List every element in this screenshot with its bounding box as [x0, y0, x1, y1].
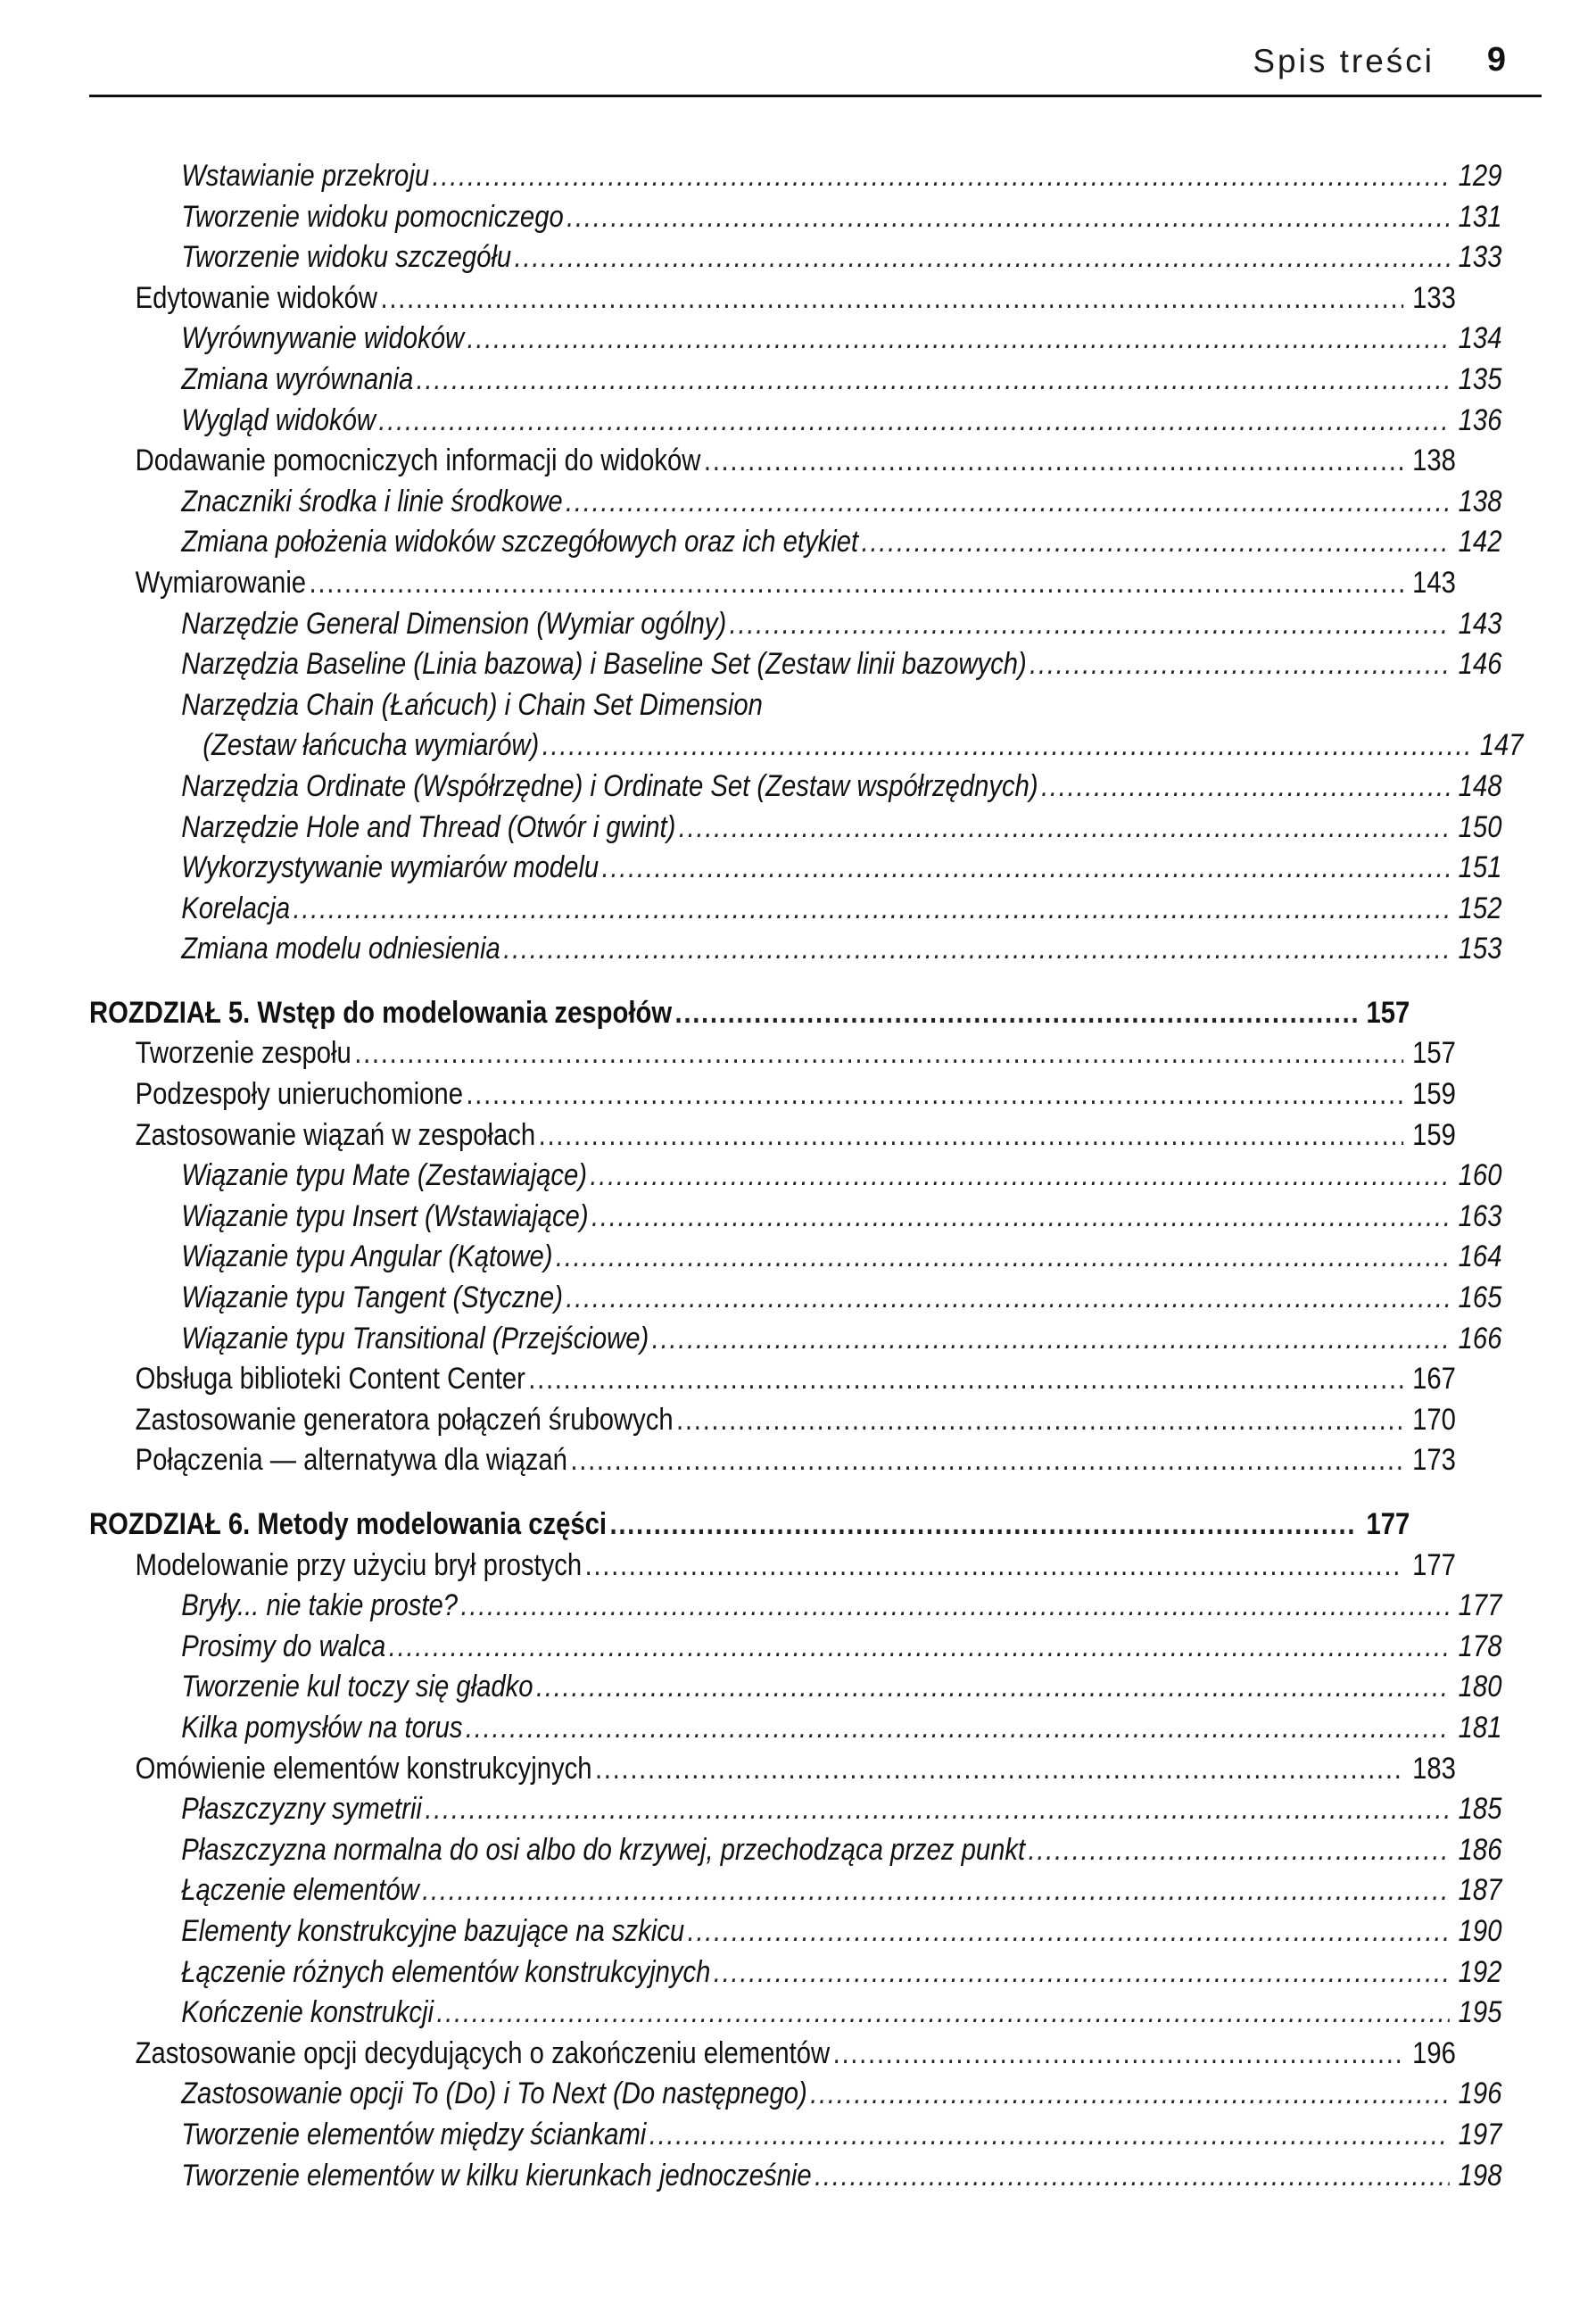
- toc-entry-page: 177: [1412, 1547, 1456, 1582]
- toc-entry-title: Wstawianie przekroju: [181, 159, 430, 193]
- toc-entry-title: Łączenie różnych elementów konstrukcyjnych: [181, 1954, 711, 1989]
- toc-entry: [89, 281, 1456, 322]
- toc-entry-title: Narzędzia Chain (Łańcuch) i Chain Set Dimension: [181, 687, 763, 722]
- toc-entry-page: 148: [1458, 768, 1502, 803]
- toc-entry: [89, 1322, 1501, 1363]
- toc-entry: [89, 1711, 1501, 1752]
- toc-entry-title: Narzędzia Baseline (Linia bazowa) i Baseline Set (Zestaw linii bazowych): [181, 647, 1027, 682]
- dot-leader: [436, 1995, 1450, 2030]
- toc-entry: [89, 1670, 1501, 1711]
- dot-leader: [590, 1158, 1450, 1193]
- toc-entry: [89, 1281, 1501, 1322]
- toc-entry-title: Wiązanie typu Tangent (Styczne): [181, 1281, 563, 1315]
- toc-entry: [89, 1548, 1456, 1589]
- toc-entry-title: Edytowanie widoków: [135, 280, 378, 315]
- toc-entry-title: Wygląd widoków: [181, 402, 376, 437]
- toc-entry: [89, 2118, 1501, 2159]
- toc-entry: [89, 403, 1501, 444]
- toc-entry: [89, 2159, 1501, 2200]
- toc-entry-page: 133: [1458, 240, 1502, 275]
- dot-leader: [566, 200, 1450, 235]
- toc-entry-page: 192: [1458, 1954, 1502, 1989]
- toc-entry-page: 163: [1458, 1198, 1502, 1233]
- dot-leader: [310, 566, 1404, 601]
- dot-leader: [515, 240, 1450, 275]
- dot-leader: [536, 1670, 1450, 1704]
- toc-entry-page: 133: [1412, 280, 1456, 315]
- toc-entry: [89, 932, 1501, 973]
- toc-entry-page: 164: [1458, 1239, 1502, 1274]
- section-spacer: [89, 973, 1410, 996]
- toc-entry-page: 157: [1366, 995, 1410, 1030]
- toc-entry-title: Wyrównywanie widoków: [181, 321, 465, 356]
- toc-entry-title: Tworzenie widoku pomocniczego: [181, 199, 564, 234]
- toc-chapter-entry: [89, 996, 1410, 1037]
- toc-entry-page: 177: [1366, 1507, 1410, 1541]
- toc-entry: [89, 688, 1501, 729]
- toc-entry-page: 181: [1458, 1710, 1502, 1745]
- toc-entry: [89, 2036, 1456, 2077]
- dot-leader: [570, 1443, 1403, 1478]
- toc-chapter-entry: [89, 1507, 1410, 1548]
- toc-entry-title: ROZDZIAŁ 6. Metody modelowania części: [89, 1507, 608, 1541]
- toc-entry: [89, 1077, 1456, 1118]
- dot-leader: [566, 1281, 1450, 1315]
- toc-entry-page: 138: [1412, 443, 1456, 478]
- toc-entry-title: Modelowanie przy użyciu brył prostych: [135, 1547, 583, 1582]
- toc-entry-page: 185: [1458, 1792, 1502, 1827]
- toc-entry-page: 177: [1458, 1588, 1502, 1623]
- toc-entry: [89, 891, 1501, 933]
- toc-entry: [89, 1158, 1501, 1199]
- toc-entry-title: Płaszczyzny symetrii: [181, 1792, 422, 1827]
- toc-entry: [89, 1403, 1456, 1444]
- toc-entry: [89, 1792, 1501, 1833]
- toc-entry-title: Podzespoły unieruchomione: [135, 1077, 463, 1112]
- dot-leader: [591, 1199, 1450, 1234]
- toc-entry-title: Tworzenie widoku szczegółu: [181, 240, 512, 275]
- toc-entry-title: Elementy konstrukcyjne bazujące na szkicu: [181, 1913, 685, 1948]
- toc-entry-title: Wiązanie typu Angular (Kątowe): [181, 1239, 553, 1274]
- toc-entry: [89, 1443, 1456, 1484]
- dot-leader: [503, 932, 1450, 966]
- toc-entry-title: Połączenia — alternatywa dla wiązań: [135, 1443, 567, 1478]
- toc-entry-title: Wiązanie typu Transitional (Przejściowe): [181, 1321, 649, 1355]
- toc-entry: [89, 443, 1456, 485]
- toc-entry-page: 196: [1458, 2076, 1502, 2111]
- toc-entry-title: Płaszczyzna normalna do osi albo do krzywej, przechodząca przez punkt: [181, 1832, 1026, 1867]
- toc-entry-page: 187: [1458, 1873, 1502, 1908]
- toc-entry: [89, 1036, 1456, 1077]
- toc-entry: [89, 769, 1501, 810]
- dot-leader: [714, 1955, 1450, 1990]
- toc-entry-title: Łączenie elementów: [181, 1873, 419, 1908]
- toc-entry-page: 186: [1458, 1832, 1502, 1867]
- dot-leader: [862, 525, 1450, 560]
- dot-leader: [585, 1548, 1404, 1583]
- dot-leader: [810, 2076, 1450, 2111]
- toc-entry-page: 165: [1458, 1281, 1502, 1315]
- toc-entry-page: 152: [1458, 891, 1502, 925]
- toc-entry-page: 147: [1479, 728, 1524, 763]
- toc-entry-page: 153: [1458, 932, 1502, 966]
- toc-entry-page: 135: [1458, 361, 1502, 396]
- dot-leader: [354, 1036, 1403, 1071]
- dot-leader: [556, 1239, 1450, 1274]
- toc-entry: [89, 1629, 1501, 1670]
- dot-leader: [466, 1077, 1403, 1112]
- toc-entry-page: 157: [1412, 1036, 1456, 1071]
- toc-entry-page: 134: [1458, 321, 1502, 356]
- toc-entry-page: 146: [1458, 647, 1502, 682]
- toc-entry-title: Narzędzie General Dimension (Wymiar ogólny): [181, 606, 727, 641]
- toc-entry-title: Tworzenie kul toczy się gładko: [181, 1670, 533, 1704]
- toc-entry-title: Zastosowanie opcji decydujących o zakończeniu elementów: [135, 2035, 831, 2070]
- toc-entry-title: Narzędzia Ordinate (Współrzędne) i Ordinate Set (Zestaw współrzędnych): [181, 768, 1038, 803]
- toc-entry: [89, 485, 1501, 526]
- toc-entry-page: 167: [1412, 1362, 1456, 1397]
- toc-entry-page: 197: [1458, 2117, 1502, 2151]
- toc-entry-title: Zastosowanie wiązań w zespołach: [135, 1117, 536, 1152]
- dot-leader: [1041, 769, 1450, 804]
- toc-entry: [89, 728, 1524, 769]
- toc-entry-title: Kilka pomysłów na torus: [181, 1710, 463, 1745]
- dot-leader: [688, 1914, 1450, 1949]
- toc-entry: [89, 200, 1501, 241]
- dot-leader: [595, 1752, 1403, 1786]
- dot-leader: [566, 485, 1450, 519]
- toc-entry: [89, 850, 1501, 891]
- toc-entry-page: 160: [1458, 1158, 1502, 1193]
- toc-entry-title: Wiązanie typu Insert (Wstawiające): [181, 1198, 589, 1233]
- toc-entry-title: Tworzenie zespołu: [135, 1036, 351, 1071]
- toc-entry: [89, 159, 1501, 200]
- toc-entry: [89, 1239, 1501, 1281]
- toc-entry: [89, 240, 1501, 281]
- toc-entry-page: 143: [1412, 565, 1456, 600]
- toc-entry-title: Zmiana modelu odniesienia: [181, 932, 500, 966]
- toc-entry-title: Zmiana położenia widoków szczegółowych oraz ich etykiet: [181, 525, 859, 560]
- toc-entry-title: Omówienie elementów konstrukcyjnych: [135, 1751, 592, 1786]
- toc-entry-page: 196: [1412, 2035, 1456, 2070]
- dot-leader: [378, 403, 1450, 438]
- section-spacer: [89, 1484, 1410, 1507]
- dot-leader: [652, 1322, 1450, 1356]
- page-number: 9: [1486, 41, 1506, 79]
- toc-entry: [89, 1118, 1456, 1159]
- toc-entry: [89, 566, 1456, 607]
- toc-entry: [89, 362, 1501, 403]
- toc-entry-page: 183: [1412, 1751, 1456, 1786]
- toc-entry: [89, 1873, 1501, 1914]
- dot-leader: [389, 1629, 1450, 1664]
- dot-leader: [461, 1588, 1450, 1623]
- toc-entry: [89, 2076, 1501, 2118]
- toc-entry: [89, 525, 1501, 566]
- dot-leader: [380, 281, 1403, 316]
- dot-leader: [425, 1792, 1450, 1827]
- toc-entry: [89, 1752, 1456, 1793]
- dot-leader: [833, 2036, 1404, 2071]
- toc-entry-title: Dodawanie pomocniczych informacji do widoków: [135, 443, 701, 478]
- table-of-contents: [89, 159, 1524, 2199]
- dot-leader: [466, 1711, 1450, 1745]
- toc-entry-page: 173: [1412, 1443, 1456, 1478]
- toc-entry-title: Zastosowanie generatora połączeń śrubowych: [135, 1402, 674, 1437]
- toc-entry-page: 138: [1458, 484, 1502, 518]
- toc-entry-page: 129: [1458, 159, 1502, 193]
- toc-entry-title: Wykorzystywanie wymiarów modelu: [181, 850, 600, 885]
- dot-leader: [730, 607, 1450, 642]
- toc-entry: [89, 1199, 1501, 1240]
- toc-entry-title: Tworzenie elementów między ściankami: [181, 2117, 647, 2151]
- toc-entry-title: Znaczniki środka i linie środkowe: [181, 484, 563, 518]
- toc-entry-title: Wymiarowanie: [135, 565, 307, 600]
- dot-leader: [675, 996, 1358, 1031]
- toc-entry-page: 151: [1458, 850, 1502, 885]
- page-header: [89, 36, 1542, 97]
- dot-leader: [679, 810, 1450, 845]
- dot-leader: [539, 1118, 1404, 1153]
- toc-entry: [89, 1995, 1501, 2036]
- toc-entry-page: 198: [1458, 2158, 1502, 2193]
- dot-leader: [1030, 647, 1450, 682]
- toc-entry-page: 136: [1458, 402, 1502, 437]
- dot-leader: [467, 321, 1450, 356]
- toc-entry: [89, 321, 1501, 362]
- toc-entry-page: 180: [1458, 1670, 1502, 1704]
- dot-leader: [294, 891, 1450, 926]
- toc-entry-page: 143: [1458, 606, 1502, 641]
- toc-entry-page: 159: [1412, 1117, 1456, 1152]
- dot-leader: [422, 1873, 1450, 1908]
- dot-leader: [602, 850, 1450, 885]
- toc-entry: [89, 1833, 1501, 1874]
- toc-entry-page: 195: [1458, 1995, 1502, 2030]
- dot-leader: [433, 159, 1450, 194]
- toc-entry-title: Kończenie konstrukcji: [181, 1995, 434, 2030]
- toc-entry-page: 170: [1412, 1402, 1456, 1437]
- toc-entry-page: 190: [1458, 1913, 1502, 1948]
- toc-entry: [89, 1588, 1501, 1629]
- toc-entry-page: 142: [1458, 525, 1502, 560]
- dot-leader: [676, 1403, 1403, 1438]
- dot-leader: [609, 1507, 1357, 1542]
- toc-entry-title: Wiązanie typu Mate (Zestawiające): [181, 1158, 587, 1193]
- toc-entry-page: 178: [1458, 1629, 1502, 1663]
- toc-entry-title: Narzędzie Hole and Thread (Otwór i gwint): [181, 809, 676, 844]
- running-header-title: Spis treści: [1253, 43, 1435, 79]
- toc-entry: [89, 1955, 1501, 1996]
- toc-entry: [89, 1914, 1501, 1955]
- toc-entry: [89, 647, 1501, 688]
- toc-entry: [89, 1362, 1456, 1403]
- toc-entry-title: Prosimy do walca: [181, 1629, 386, 1663]
- dot-leader: [417, 362, 1450, 397]
- dot-leader: [528, 1362, 1403, 1397]
- toc-entry-title: Zmiana wyrównania: [181, 361, 414, 396]
- toc-entry-title: ROZDZIAŁ 5. Wstęp do modelowania zespołów: [89, 995, 673, 1030]
- dot-leader: [815, 2159, 1450, 2193]
- dot-leader: [649, 2118, 1450, 2152]
- toc-entry-title: (Zestaw łańcucha wymiarów): [203, 728, 540, 763]
- toc-entry-page: 131: [1458, 199, 1502, 234]
- dot-leader: [704, 443, 1404, 478]
- toc-entry: [89, 810, 1501, 851]
- toc-entry-title: Bryły... nie takie proste?: [181, 1588, 459, 1623]
- toc-entry-title: Tworzenie elementów w kilku kierunkach jednocześnie: [181, 2158, 812, 2193]
- toc-entry-title: Obsługa biblioteki Content Center: [135, 1362, 525, 1397]
- dot-leader: [1029, 1833, 1450, 1868]
- toc-entry-page: 166: [1458, 1321, 1502, 1355]
- toc-entry-page: 150: [1458, 809, 1502, 844]
- toc-entry-page: 159: [1412, 1077, 1456, 1112]
- toc-entry-title: Korelacja: [181, 891, 291, 925]
- toc-entry-title: Zastosowanie opcji To (Do) i To Next (Do następnego): [181, 2076, 807, 2111]
- toc-entry: [89, 607, 1501, 648]
- dot-leader: [542, 728, 1471, 763]
